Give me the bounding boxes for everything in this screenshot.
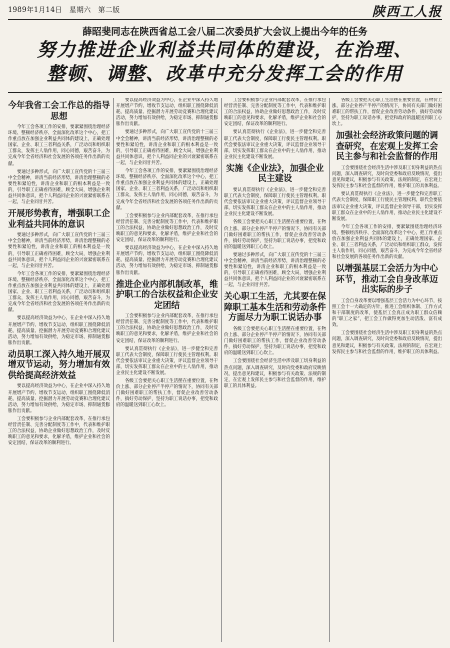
body-paragraph: 工会自身改革要以增强基层工会活力为中心环节，按照工会十一大确定的方针，推进工会组织体制、工作方式和干部制度的改革，使基层工会真正成为职工群众信赖的“职工之家”，把工会工作做得更加生动活泼、富有成效。 <box>332 298 442 329</box>
lead-headline-line-1: 努力推进企业利益共同体的建设，在治理、 <box>36 40 414 61</box>
body-paragraph: 各级工会要把关心职工生活摆在重要位置，在物价上涨、部分企业停产半停产的情况下，协同有关部门做好困难职工的帮扶工作，督促企业改善劳动条件，搞好劳动保护，坚持为职工说话办事，把党和政府的温暖送到职工心坎上。 <box>116 379 218 409</box>
body-paragraph: 要通过多种形式，向广大职工宣传党的十三届三中全会精神，讲清当前经济形势，讲清治理整顿的必要性和紧迫性，讲清企业和职工的根本利益是一致的，引导职工正确看待困难，顾全大局，增强企业利益共同体意识，把个人利益同企业的兴衰紧密联系在一起，与企业同甘共苦。 <box>8 169 110 206</box>
masthead <box>8 3 442 20</box>
body-paragraph: 各级工会要把关心职工生活摆在重要位置，在物价上涨、部分企业停产半停产的情况下，协同有关部门做好困难职工的帮扶工作，督促企业改善劳动条件，搞好劳动保护，坚持为职工说话办事，把党和政府的温暖送到职工心坎上。 <box>332 98 442 128</box>
body-paragraph: 各级工会要把关心职工生活摆在重要位置，在物价上涨、部分企业停产半停产的情况下，协同有关部门做好困难职工的帮扶工作，督促企业改善劳动条件，搞好劳动保护，坚持为职工说话办事，把党和政府的温暖送到职工心坎上。 <box>224 326 326 357</box>
body-paragraph: 工会要积极参与企业内部配套改革，在推行承包经营责任制、完善分配制度等工作中，代表和维护职工的合法权益，协助企业做好思想政治工作，及时反映职工的意见和要求，化解矛盾，维护企业和社会的安定团结，保证改革的顺利进行。 <box>224 98 326 128</box>
column-divider <box>113 98 114 642</box>
subhead: 今年我省工会工作总的指导思想 <box>8 101 110 122</box>
body-paragraph: 要以提高经济效益为中心，在企业中深入持久地开展增产节约、增收节支运动，组织职工围绕降低消耗、提高质量、挖掘潜力开展劳动竞赛和合理化建议活动，努力增加有效供给，为稳定市场、抑制通货膨胀作出贡献。 <box>116 98 218 128</box>
column-divider <box>221 98 222 642</box>
column-divider <box>329 98 330 642</box>
subhead: 推进企业内部机制改革，维护职工的合法权益和企业安定团结 <box>116 279 218 311</box>
body-paragraph: 工会要积极参与企业内部配套改革，在推行承包经营责任制、完善分配制度等工作中，代表和维护职工的合法权益，协助企业做好思想政治工作，及时反映职工的意见和要求，化解矛盾，维护企业和社会的安定团结，保证改革的顺利进行。 <box>116 314 218 344</box>
body-paragraph: 要通过多种形式，向广大职工宣传党的十三届三中全会精神，讲清当前经济形势，讲清治理整顿的必要性和紧迫性，讲清企业和职工的根本利益是一致的，引导职工正确看待困难，顾全大局，增强企业利益共同体意识，把个人利益同企业的兴衰紧密联系在一起，与企业同甘共苦。 <box>116 130 218 166</box>
article-column-4 <box>332 98 442 642</box>
body-paragraph: 工会要围绕社会经济生活中涉及职工切身利益的热点问题，深入调查研究，及时向党委和政府反映情况，提出意见和建议，积极参与有关政策、法规的制定，在宏观上发挥民主参与和社会监督的作用，维护职工的具体利益。 <box>332 331 442 355</box>
body-paragraph: 各级工会要把关心职工生活摆在重要位置，在物价上涨、部分企业停产半停产的情况下，协同有关部门做好困难职工的帮扶工作，督促企业改善劳动条件，搞好劳动保护，坚持为职工说话办事，把党和政府的温暖送到职工心坎上。 <box>224 220 326 250</box>
body-paragraph: 要以提高经济效益为中心，在企业中深入持久地开展增产节约、增收节支运动，组织职工围绕降低消耗、提高质量、挖掘潜力开展劳动竞赛和合理化建议活动，努力增加有效供给，为稳定市场、抑制通货膨胀作出贡献。 <box>116 246 218 276</box>
body-paragraph: 要通过多种形式，向广大职工宣传党的十三届三中全会精神，讲清当前经济形势，讲清治理整顿的必要性和紧迫性，讲清企业和职工的根本利益是一致的，引导职工正确看待困难，顾全大局，增强企业利益共同体意识，把个人利益同企业的兴衰紧密联系在一起，与企业同甘共苦。 <box>224 252 326 289</box>
body-paragraph: 工会要围绕社会经济生活中涉及职工切身利益的热点问题，深入调查研究，及时向党委和政府反映情况，提出意见和建议，积极参与有关政策、法规的制定，在宏观上发挥民主参与和社会监督的作用，维护职工的具体利益。 <box>332 165 442 190</box>
subhead: 关心职工生活，尤其要在保障职工基本生活和劳动条件方面尽力为职工说话办事 <box>224 292 326 324</box>
body-paragraph: 工会要围绕社会经济生活中涉及职工切身利益的热点问题，深入调查研究，及时向党委和政府反映情况，提出意见和建议，积极参与有关政策、法规的制定，在宏观上发挥民主参与和社会监督的作用，维护职工的具体利益。 <box>224 359 326 389</box>
subhead: 动员职工深入持久地开展双增双节运动，努力增加有效供给提高经济效益 <box>8 349 110 381</box>
subhead: 开展形势教育，增强职工企业利益共同体的意识 <box>8 209 110 230</box>
body-paragraph: 要认真贯彻执行《企业法》，进一步健全和完善职工代表大会制度，保障职工行使民主管理权利。职代会要依法审议企业重大决策，评议监督企业领导干部，切实发挥职工群众在企业中的主人翁作用，推动企业民主化建设不断发展。 <box>116 346 218 376</box>
body-paragraph: 要以提高经济效益为中心，在企业中深入持久地开展增产节约、增收节支运动，组织职工围绕降低消耗、提高质量、挖掘潜力开展劳动竞赛和合理化建议活动，努力增加有效供给，为稳定市场、抑制通货膨胀作出贡献。 <box>8 384 110 414</box>
subhead: 以增强基层工会活力为中心环节，推动工会自身改革迈出实际的步子 <box>335 264 438 296</box>
body-paragraph: 工会要积极参与企业内部配套改革，在推行承包经营责任制、完善分配制度等工作中，代表和维护职工的合法权益，协助企业做好思想政治工作，及时反映职工的意见和要求，化解矛盾，维护企业和社会的安定团结，保证改革的顺利进行。 <box>8 416 110 447</box>
body-paragraph: 今年工会各项工作的安排，要紧紧围绕治理经济环境、整顿经济秩序、全面深化改革这个中心，把工作重点放在加强企业利益共同体的建设上，正确处理国家、企业、职工三者利益关系，广泛动员和组织职工群众，发挥主人翁作用，同心同德，艰苦奋斗，为完成今年全省经济和社会发展的各项任务作出新的贡献。 <box>8 271 110 314</box>
body-paragraph: 今年工会各项工作的安排，要紧紧围绕治理经济环境、整顿经济秩序、全面深化改革这个中心，把工作重点放在加强企业利益共同体的建设上，正确处理国家、企业、职工三者利益关系，广泛动员和组织职工群众，发挥主人翁作用，同心同德，艰苦奋斗，为完成今年全省经济和社会发展的各项任务作出新的贡献。 <box>8 125 110 167</box>
article-column-3 <box>224 98 326 642</box>
body-paragraph: 要以提高经济效益为中心，在企业中深入持久地开展增产节约、增收节支运动，组织职工围绕降低消耗、提高质量、挖掘潜力开展劳动竞赛和合理化建议活动，努力增加有效供给，为稳定市场、抑制通货膨胀作出贡献。 <box>8 316 110 346</box>
body-paragraph: 工会要积极参与企业内部配套改革，在推行承包经营责任制、完善分配制度等工作中，代表和维护职工的合法权益，协助企业做好思想政治工作，及时反映职工的意见和要求，化解矛盾，维护企业和社会的安定团结，保证改革的顺利进行。 <box>116 213 218 244</box>
subhead: 加强社会经济政策问题的调查研究，在宏观上发挥工会民主参与和社会监督的作用 <box>335 131 438 163</box>
lead-kicker: 薛昭斐同志在陕西省总工会八届二次委员扩大会议上提出今年的任务 <box>82 27 368 38</box>
article-column-2 <box>116 98 218 642</box>
article-column-1 <box>8 98 110 642</box>
body-paragraph: 今年工会各项工作的安排，要紧紧围绕治理经济环境、整顿经济秩序、全面深化改革这个中心，把工作重点放在加强企业利益共同体的建设上，正确处理国家、企业、职工三者利益关系，广泛动员和组织职工群众，发挥主人翁作用，同心同德，艰苦奋斗，为完成今年全省经济和社会发展的各项任务作出新的贡献。 <box>332 224 442 261</box>
newspaper-logo: 陕西工人报 <box>371 5 442 20</box>
headline-rule <box>8 92 442 93</box>
body-paragraph: 要认真贯彻执行《企业法》，进一步健全和完善职工代表大会制度，保障职工行使民主管理权利。职代会要依法审议企业重大决策，评议监督企业领导干部，切实发挥职工群众在企业中的主人翁作用，推动企业民主化建设不断发展。 <box>332 192 442 222</box>
body-paragraph: 要认真贯彻执行《企业法》，进一步健全和完善职工代表大会制度，保障职工行使民主管理权利。职代会要依法审议企业重大决策，评议监督企业领导干部，切实发挥职工群众在企业中的主人翁作用，推动企业民主化建设不断发展。 <box>224 130 326 160</box>
dateline: 1989年1月14日 星期六 第二版 <box>8 6 120 14</box>
body-paragraph: 要通过多种形式，向广大职工宣传党的十三届三中全会精神，讲清当前经济形势，讲清治理整顿的必要性和紧迫性，讲清企业和职工的根本利益是一致的，引导职工正确看待困难，顾全大局，增强企业利益共同体意识，把个人利益同企业的兴衰紧密联系在一起，与企业同甘共苦。 <box>8 233 110 269</box>
body-paragraph: 今年工会各项工作的安排，要紧紧围绕治理经济环境、整顿经济秩序、全面深化改革这个中心，把工作重点放在加强企业利益共同体的建设上，正确处理国家、企业、职工三者利益关系，广泛动员和组织职工群众，发挥主人翁作用，同心同德，艰苦奋斗，为完成今年全省经济和社会发展的各项任务作出新的贡献。 <box>116 169 218 211</box>
subhead: 实施《企业法》，加强企业民主建设 <box>226 163 324 185</box>
body-paragraph: 要认真贯彻执行《企业法》，进一步健全和完善职工代表大会制度，保障职工行使民主管理权利。职代会要依法审议企业重大决策，评议监督企业领导干部，切实发挥职工群众在企业中的主人翁作用，推动企业民主化建设不断发展。 <box>224 187 326 218</box>
lead-headline-line-2: 整顿、调整、改革中充分发挥工会的作用 <box>46 64 404 85</box>
